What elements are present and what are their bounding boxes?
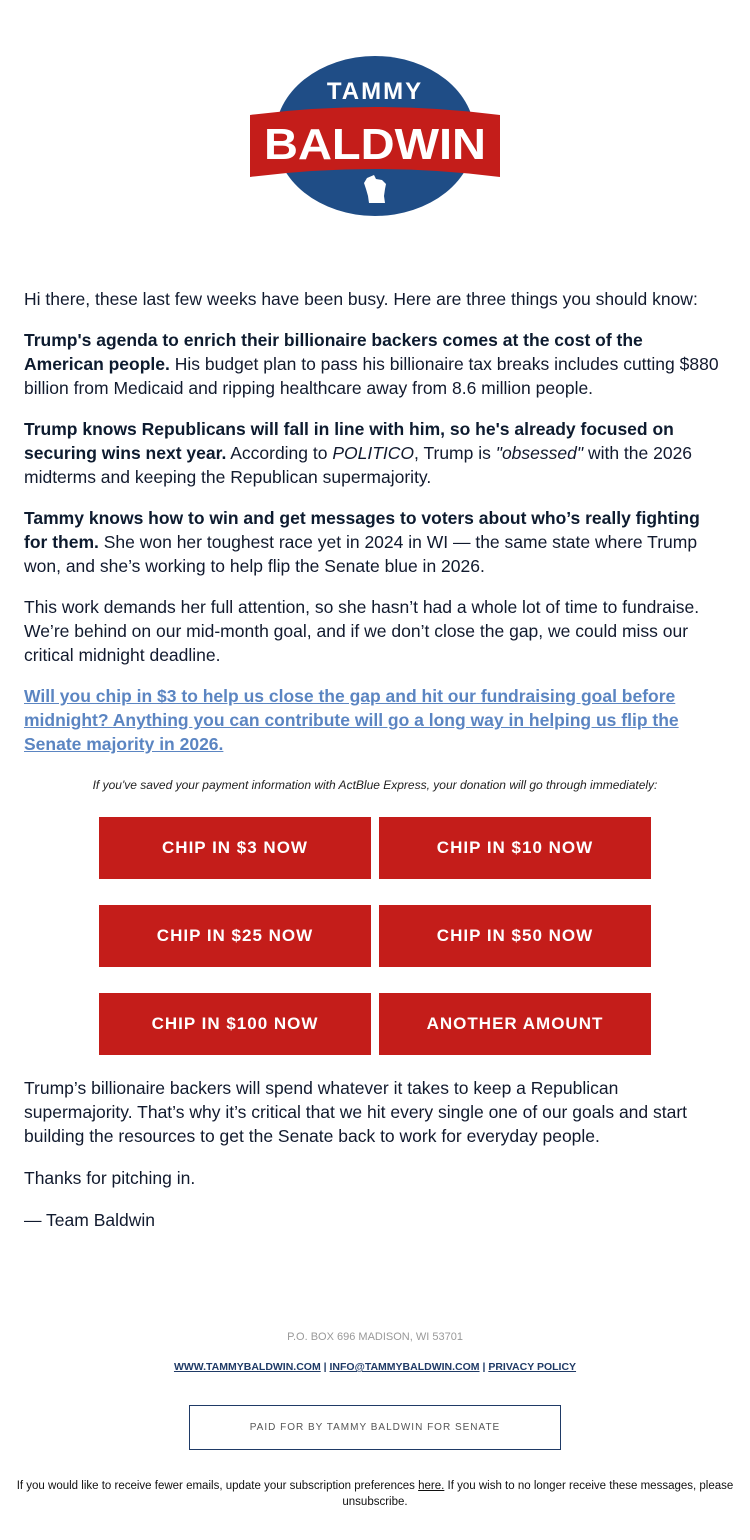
chip-in-50-button[interactable]: CHIP IN $50 NOW bbox=[379, 905, 651, 967]
point-three-bold: Tammy knows how to win and get messages to voters about who’s really fighting for them. bbox=[24, 508, 700, 552]
closing-section bbox=[24, 1076, 726, 1250]
logo-top-text: TAMMY bbox=[326, 78, 424, 105]
paid-for-disclaimer: PAID FOR BY TAMMY BALDWIN FOR SENATE bbox=[189, 1405, 561, 1450]
chip-in-100-button[interactable]: CHIP IN $100 NOW bbox=[99, 993, 371, 1055]
point-two-quote: "obsessed" bbox=[495, 443, 584, 463]
point-one-bold: Trump's agenda to enrich their billionaire backers comes at the cost of the American people. bbox=[24, 330, 643, 374]
closing-paragraph: Trump’s billionaire backers will spend whatever it takes to keep a Republican supermajority. That’s why it’s critical that we hit every single one of our goals and start building the resources to get the Senate back to work for everyday people. bbox=[24, 1078, 688, 1146]
email-link[interactable]: INFO@TAMMYBALDWIN.COM bbox=[329, 1361, 480, 1373]
website-link[interactable]: WWW.TAMMYBALDWIN.COM bbox=[173, 1361, 321, 1373]
actblue-express-note: If you've saved your payment information with ActBlue Express, your donation will go through immediately: bbox=[92, 778, 658, 792]
privacy-policy-link[interactable]: PRIVACY POLICY bbox=[488, 1361, 577, 1373]
point-two-text-b: , Trump is bbox=[414, 443, 496, 463]
point-two-bold: Trump knows Republicans will fall in line with him, so he's already focused on securing wins next year. bbox=[24, 419, 674, 463]
ask-paragraph bbox=[24, 684, 726, 756]
footer-address: P.O. BOX 696 MADISON, WI 53701 bbox=[287, 1331, 463, 1343]
footer-links bbox=[0, 1361, 750, 1373]
attention-paragraph: This work demands her full attention, so she hasn’t had a whole lot of time to fundraise. We’re behind on our mid-month goal, and if we don’t close the gap, we could miss our critical midnight deadline. bbox=[24, 597, 700, 665]
point-two-paragraph bbox=[24, 417, 726, 489]
point-two-text-c: with the 2026 midterms and keeping the Republican supermajority. bbox=[24, 443, 693, 487]
chip-in-10-button[interactable]: CHIP IN $10 NOW bbox=[379, 817, 651, 879]
intro-paragraph: Hi there, these last few weeks have been busy. Here are three things you should know: bbox=[24, 289, 698, 309]
point-one-text: His budget plan to pass his billionaire tax breaks includes cutting $880 billion from Medicaid and ripping healthcare away from 8.6 million people. bbox=[24, 354, 719, 398]
tammy-baldwin-logo bbox=[248, 55, 502, 217]
point-three-paragraph bbox=[24, 506, 726, 578]
signature-line: — Team Baldwin bbox=[24, 1210, 155, 1230]
email-body bbox=[24, 287, 726, 773]
unsubscribe-notice bbox=[14, 1478, 736, 1510]
another-amount-button[interactable]: ANOTHER AMOUNT bbox=[379, 993, 651, 1055]
point-two-source: POLITICO bbox=[332, 443, 415, 463]
point-three-text: She won her toughest race yet in 2024 in WI — the same state where Trump won, and she’s working to help flip the Senate blue in 2026. bbox=[24, 532, 698, 576]
point-two-text-a: According to bbox=[226, 443, 333, 463]
donate-ask-link[interactable]: Will you chip in $3 to help us close the gap and hit our fundraising goal before midnight? Anything you can contribute will go a long way in helping us flip the Senate majority in 2026. bbox=[24, 686, 679, 754]
subscription-preferences-link[interactable]: here. bbox=[418, 1480, 445, 1492]
point-one-paragraph bbox=[24, 328, 726, 400]
unsubscribe-text-a: If you would like to receive fewer emails, update your subscription preferences bbox=[16, 1480, 419, 1492]
link-separator: | bbox=[320, 1361, 330, 1373]
link-separator: | bbox=[479, 1361, 489, 1373]
unsubscribe-text-b: If you wish to no longer receive these messages, please unsubscribe. bbox=[342, 1480, 734, 1508]
chip-in-25-button[interactable]: CHIP IN $25 NOW bbox=[99, 905, 371, 967]
thanks-line: Thanks for pitching in. bbox=[24, 1168, 196, 1188]
chip-in-3-button[interactable]: CHIP IN $3 NOW bbox=[99, 817, 371, 879]
logo-main-text: BALDWIN bbox=[264, 120, 486, 169]
